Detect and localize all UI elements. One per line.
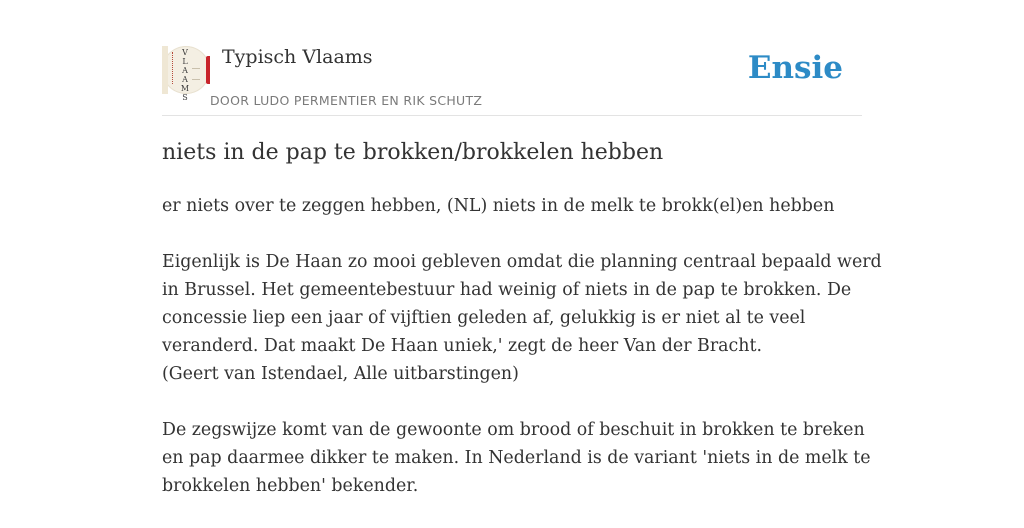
- entry-explanation: [162, 416, 871, 500]
- entry-header: [162, 0, 862, 116]
- example-line: veranderd. Dat maakt De Haan uniek,' zegt de heer Van der Bracht.: [162, 336, 762, 356]
- definition-line: er niets over te zeggen hebben, (NL) niets in de melk te brokk(el)en hebben: [162, 196, 835, 216]
- example-line: in Brussel. Het gemeentebestuur had weinig of niets in de pap te brokken. De: [162, 280, 852, 300]
- book-cover-letter: V: [182, 48, 188, 57]
- explanation-line: De zegswijze komt van de gewoonte om brood of beschuit in brokken te breken: [162, 420, 865, 440]
- entry-term: niets in de pap te brokken/brokkelen hebben: [162, 140, 664, 165]
- entry-example: [162, 248, 882, 388]
- book-cover-letter: A: [182, 66, 188, 75]
- ensie-logo-link[interactable]: Ensie: [747, 50, 843, 86]
- explanation-line: brokkelen hebben' bekender.: [162, 476, 419, 496]
- example-source: (Geert van Istendael, Alle uitbarstingen): [162, 364, 519, 384]
- book-cover-letters: [179, 48, 191, 102]
- book-cover-letter: A: [182, 75, 188, 84]
- book-cover-letter: L: [182, 57, 188, 66]
- explanation-line: en pap daarmee dikker te maken. In Nederland is de variant 'niets in de melk te: [162, 448, 871, 468]
- book-cover-letter: M: [180, 84, 190, 93]
- example-line: Eigenlijk is De Haan zo mooi gebleven omdat die planning centraal bepaald werd: [162, 252, 882, 272]
- entry-body: [162, 192, 882, 528]
- book-title-link[interactable]: Typisch Vlaams: [222, 46, 373, 68]
- example-line: concessie liep een jaar of vijftien geleden af, gelukkig is er niet al te veel: [162, 308, 806, 328]
- book-ornament: [172, 52, 176, 84]
- book-cover-lines: [192, 68, 200, 80]
- book-authors: DOOR LUDO PERMENTIER EN RIK SCHUTZ: [210, 93, 483, 108]
- book-cover-logo[interactable]: [162, 46, 210, 102]
- book-spine: [162, 46, 168, 94]
- book-cover-accent: [206, 56, 210, 84]
- entry-card: [162, 0, 882, 496]
- book-cover-letter: S: [182, 93, 188, 102]
- entry-definition: [162, 192, 862, 220]
